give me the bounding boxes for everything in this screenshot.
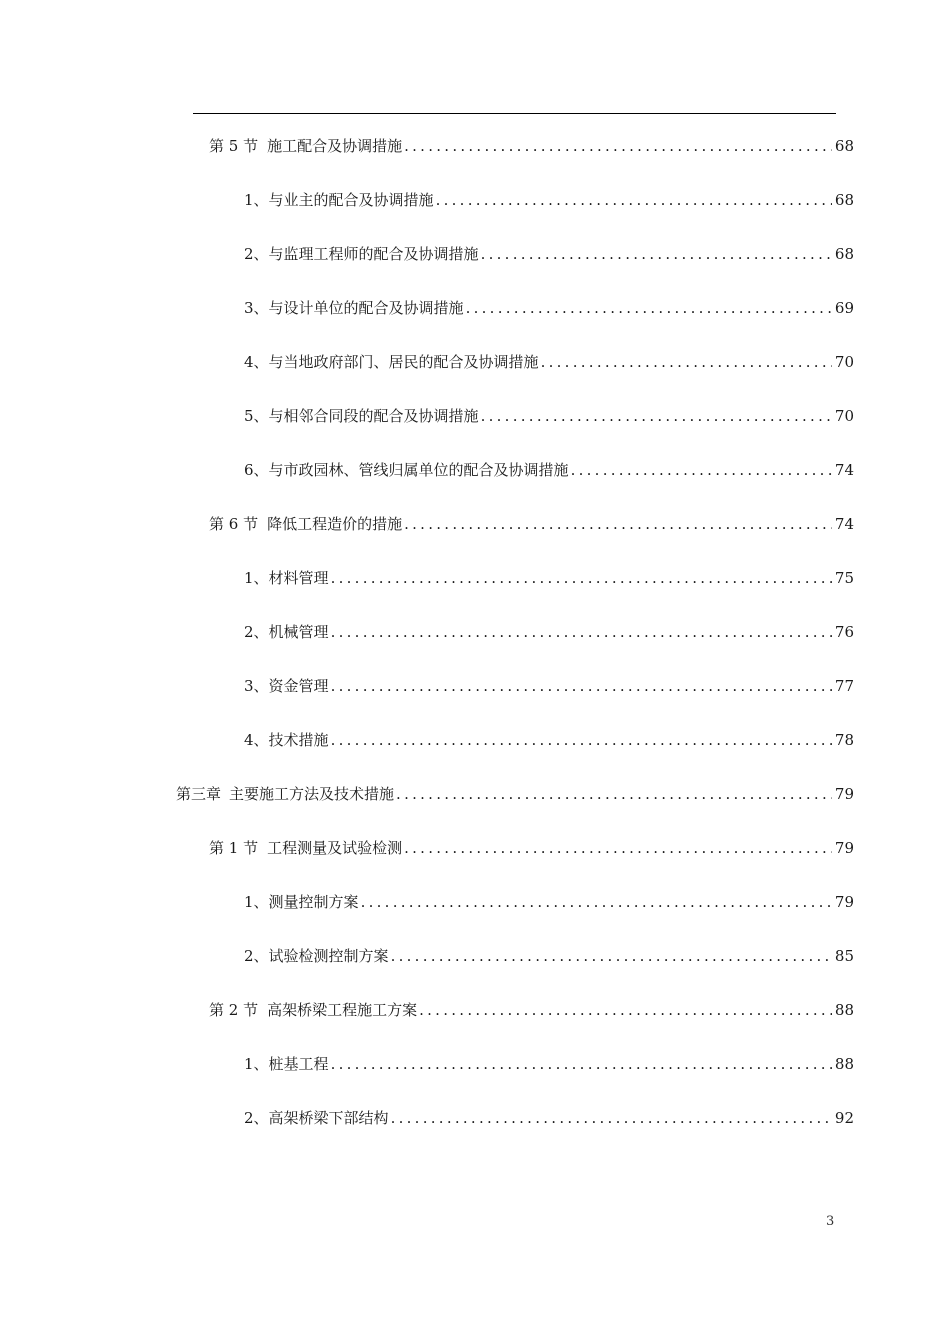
toc-entry[interactable] — [209, 837, 854, 859]
toc-entry[interactable] — [244, 729, 854, 751]
toc-entry-title: 与业主的配合及协调措施 — [268, 191, 434, 209]
toc-entry-number: 1、 — [244, 893, 269, 911]
toc-entry-title: 与市政园林、管线归属单位的配合及协调措施 — [268, 461, 569, 479]
toc-dot-leader — [391, 1107, 832, 1129]
toc-entry-title: 与设计单位的配合及协调措施 — [268, 299, 464, 317]
toc-entry[interactable] — [244, 945, 854, 967]
toc-entry[interactable] — [244, 459, 854, 481]
toc-entry[interactable] — [244, 243, 854, 265]
toc-dot-leader — [419, 999, 832, 1021]
toc-entry-number: 3、 — [244, 299, 269, 317]
toc-entry-number: 2、 — [244, 1109, 269, 1127]
toc-entry-number: 5、 — [244, 407, 269, 425]
toc-entry-title: 施工配合及协调措施 — [267, 137, 403, 155]
toc-dot-leader — [404, 135, 832, 157]
toc-entry[interactable] — [244, 567, 854, 589]
toc-entry-title: 降低工程造价的措施 — [267, 515, 403, 533]
toc-dot-leader — [541, 351, 832, 373]
toc-entry[interactable] — [244, 891, 854, 913]
toc-entry-title: 测量控制方案 — [268, 893, 359, 911]
toc-dot-leader — [331, 567, 832, 589]
toc-entry-page: 68 — [834, 245, 854, 263]
header-rule — [193, 113, 836, 114]
toc-entry[interactable] — [244, 297, 854, 319]
toc-entry-title: 材料管理 — [268, 569, 329, 587]
toc-entry-title: 资金管理 — [268, 677, 329, 695]
toc-entry-page: 79 — [834, 785, 854, 803]
toc-entry-page: 92 — [834, 1109, 854, 1127]
toc-entry-page: 75 — [834, 569, 854, 587]
toc-dot-leader — [331, 729, 832, 751]
toc-entry-page: 79 — [834, 893, 854, 911]
toc-dot-leader — [361, 891, 832, 913]
toc-entry-title: 试验检测控制方案 — [268, 947, 389, 965]
toc-entry-title: 机械管理 — [268, 623, 329, 641]
toc-entry-number: 第三章 — [176, 785, 222, 803]
toc-entry[interactable] — [209, 135, 854, 157]
toc-dot-leader — [404, 513, 832, 535]
toc-entry-title: 高架桥梁下部结构 — [268, 1109, 389, 1127]
toc-entry[interactable] — [244, 1107, 854, 1129]
toc-entry-number: 4、 — [244, 353, 269, 371]
toc-entry-title: 技术措施 — [268, 731, 329, 749]
toc-dot-leader — [404, 837, 832, 859]
toc-entry-number: 1、 — [244, 1055, 269, 1073]
toc-entry-number: 6、 — [244, 461, 269, 479]
toc-entry-number: 2、 — [244, 245, 269, 263]
toc-entry-title: 主要施工方法及技术措施 — [229, 785, 395, 803]
toc-entry-number: 1、 — [244, 191, 269, 209]
toc-entry-number: 第 6 节 — [209, 515, 259, 533]
page-number: 3 — [826, 1214, 835, 1229]
toc-entry-page: 79 — [834, 839, 854, 857]
toc-entry[interactable] — [244, 1053, 854, 1075]
toc-entry-page: 68 — [834, 137, 854, 155]
toc-entry-page: 88 — [834, 1055, 854, 1073]
toc-entry-page: 69 — [834, 299, 854, 317]
toc-entry[interactable] — [176, 783, 854, 805]
toc-entry-page: 68 — [834, 191, 854, 209]
toc-dot-leader — [481, 243, 832, 265]
toc-entry-page: 74 — [834, 461, 854, 479]
toc-entry-page: 70 — [834, 407, 854, 425]
toc-entry-page: 76 — [834, 623, 854, 641]
toc-entry-number: 第 5 节 — [209, 137, 259, 155]
toc-entry-number: 1、 — [244, 569, 269, 587]
toc-dot-leader — [571, 459, 832, 481]
toc-entry[interactable] — [244, 351, 854, 373]
toc-entry-page: 70 — [834, 353, 854, 371]
toc-entry-page: 77 — [834, 677, 854, 695]
toc-entry-title: 高架桥梁工程施工方案 — [267, 1001, 418, 1019]
toc-entry-title: 与当地政府部门、居民的配合及协调措施 — [268, 353, 539, 371]
toc-entry-page: 74 — [834, 515, 854, 533]
toc-entry-page: 88 — [834, 1001, 854, 1019]
toc-dot-leader — [331, 675, 832, 697]
toc-dot-leader — [391, 945, 832, 967]
toc-entry-page: 85 — [834, 947, 854, 965]
toc-entry[interactable] — [244, 405, 854, 427]
toc-entry-number: 第 2 节 — [209, 1001, 259, 1019]
toc-dot-leader — [396, 783, 832, 805]
toc-dot-leader — [331, 621, 832, 643]
toc-dot-leader — [436, 189, 832, 211]
toc-entry-number: 第 1 节 — [209, 839, 259, 857]
toc-entry-page: 78 — [834, 731, 854, 749]
toc-entry-number: 2、 — [244, 947, 269, 965]
toc-entry-number: 2、 — [244, 623, 269, 641]
toc-entry-title: 与相邻合同段的配合及协调措施 — [268, 407, 479, 425]
toc-entry[interactable] — [244, 621, 854, 643]
toc-entry-number: 4、 — [244, 731, 269, 749]
toc-entry-number: 3、 — [244, 677, 269, 695]
toc-entry[interactable] — [244, 189, 854, 211]
toc-entry-title: 桩基工程 — [268, 1055, 329, 1073]
toc-entry[interactable] — [209, 999, 854, 1021]
toc-entry[interactable] — [209, 513, 854, 535]
toc-entry-title: 与监理工程师的配合及协调措施 — [268, 245, 479, 263]
toc-entry-title: 工程测量及试验检测 — [267, 839, 403, 857]
toc-entry[interactable] — [244, 675, 854, 697]
toc-dot-leader — [481, 405, 832, 427]
toc-dot-leader — [466, 297, 832, 319]
toc-dot-leader — [331, 1053, 832, 1075]
